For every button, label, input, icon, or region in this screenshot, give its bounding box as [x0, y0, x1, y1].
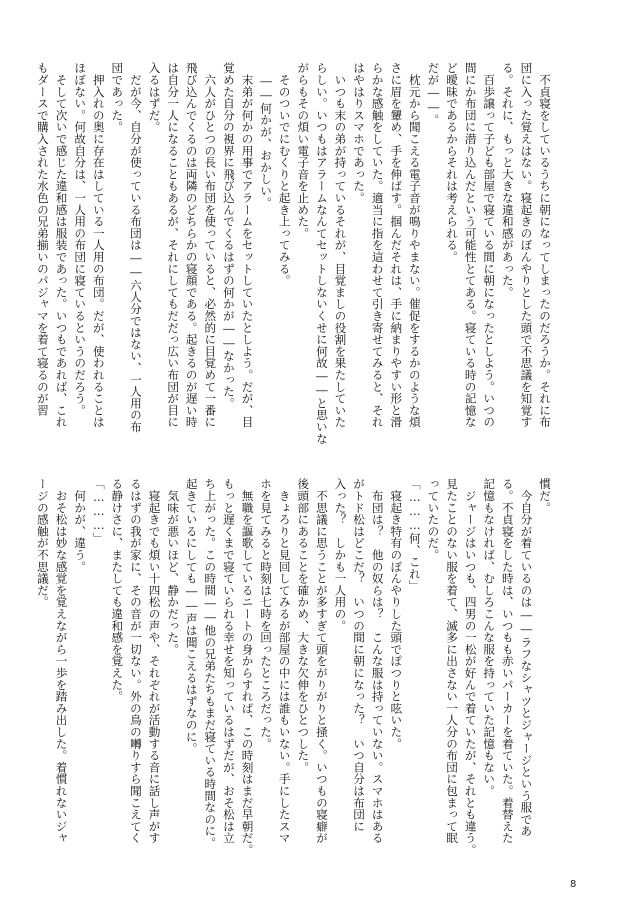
paragraph: 「………」 何かが、違う。 おそ松は妙な感覚を覚えながら一歩を踏み出した。着慣れないジャ ージの感触が不思議だ。	[35, 478, 106, 844]
paragraph: 不貞寝をしているうちに朝になってしまったのだろうか。それに布 団に入った覚えはない。寝起きのぼんやりとした頭で不思議を知覚す る。それに、もっと大きな違和感があった。 百歩譲って子ども部屋で寝ている間に朝になったとしよう。いつの 間にか布団に潜り込んだという可能性とてある。寝ている時の記憶な ど曖昧であるからそれは考えられる。 だが――。	[426, 62, 552, 428]
page-number: 8	[570, 879, 577, 890]
paragraph: 枕元から聞こえる電子音が鳴りやまない。催促をするかのような煩 さに眉を顰め、手を伸ばす。掴んだそれは、手に納まりやすい形と滑 らかな感触をしていた。適当に指を這わせて引き寄せてみると、それ はやはりスマホであった。 いつも末の弟が持っているそれが、目覚ましの役割を果たしていた らしい。いつもはアラームなんてセットしないくせに何故――と思いな がらもその煩い電子音を止めた。 そのついでにむくりと起き上ってみる。	[277, 62, 422, 445]
paragraph: 末弟が何かの用事でアラームをセットしていたとしよう。だが、目 覚めた自分の視界に飛び込んでくるはずの何かが――なかった。 六人がひとつの長い布団を使っていると、必然的に目覚めて一番に 飛び込んでくるのは両隣のどちらかの寝顔である。起きるのが遅い時 は自分一人になることもあるが、それにしてもだだっ広い布団が目に 入るはずだ。 だが今、自分が使っている布団は――六人分ではない、一人用の布 団であった。 押入れの奥に存在はしている一人用の布団。だが、使われることは ほぼない。何故自分は、一人用の布団に寝ているというのだろう。 そして次いで感じた違和感は服装であった。いつもであれば、これ もダースで購入された水色の兄弟揃いのパジャマを着て寝るのが習	[35, 62, 255, 433]
text-block-upper	[35, 62, 554, 450]
paragraph: 「………何、これ」 寝起き特有のぼんやりした頭でぽつりと呟いた。 布団は？ 他の奴らは？ こんな服は持っていない。スマホはある がトド松はどこだ？ いつの間に朝になった？ いつ自分は布団に 入った？ しかも一人用の。 不思議に思うことが多すぎて頭をがりがりと掻く。いつもの寝癖が 後頭部にあることを確かめ、大きな欠伸をひとつした。 きょろりと見回してみるが部屋の中には誰もいない。手にしたスマ ホを見てみると時刻は七時を回ったところだった。 無職を謳歌しているニートの身からすれば、この時刻はまだ早朝だ。 もっと遅くまで寝ていられる幸せを知っているはずだが、おそ松は立 ち上がった。この時間――他の兄弟たちもまだ寝ている時間なのに。 起きているにしても――声は聞こえるはずなのに。 気味が悪いほど、静かだった。 寝起きでも煩い十四松の声や、それぞれが活動する音に話し声がす るはずの我が家に、その音が一切ない。外の鳥の囀りすら聞こえてく る静けさに、またしても違和感を覚えた。	[110, 478, 422, 856]
paragraph: 慣だ。 今自分が着ているのは――ラフなシャツとジャージという服であ る。不貞寝をした時は、いつもも赤いパーカーを着ていた。着替えた 記憶もなければ、むしろこんな服を持っていた記憶もない。 ジャージはいつも、四男の一松が好んで着ていたが、それとも違う。 見たことのない服を着て、滅多に出さない一人分の布団に包まって眠 っていたのだ。	[426, 478, 552, 856]
paragraph: ――何かが、おかしい。	[259, 62, 274, 209]
text-block-lower	[35, 478, 554, 866]
